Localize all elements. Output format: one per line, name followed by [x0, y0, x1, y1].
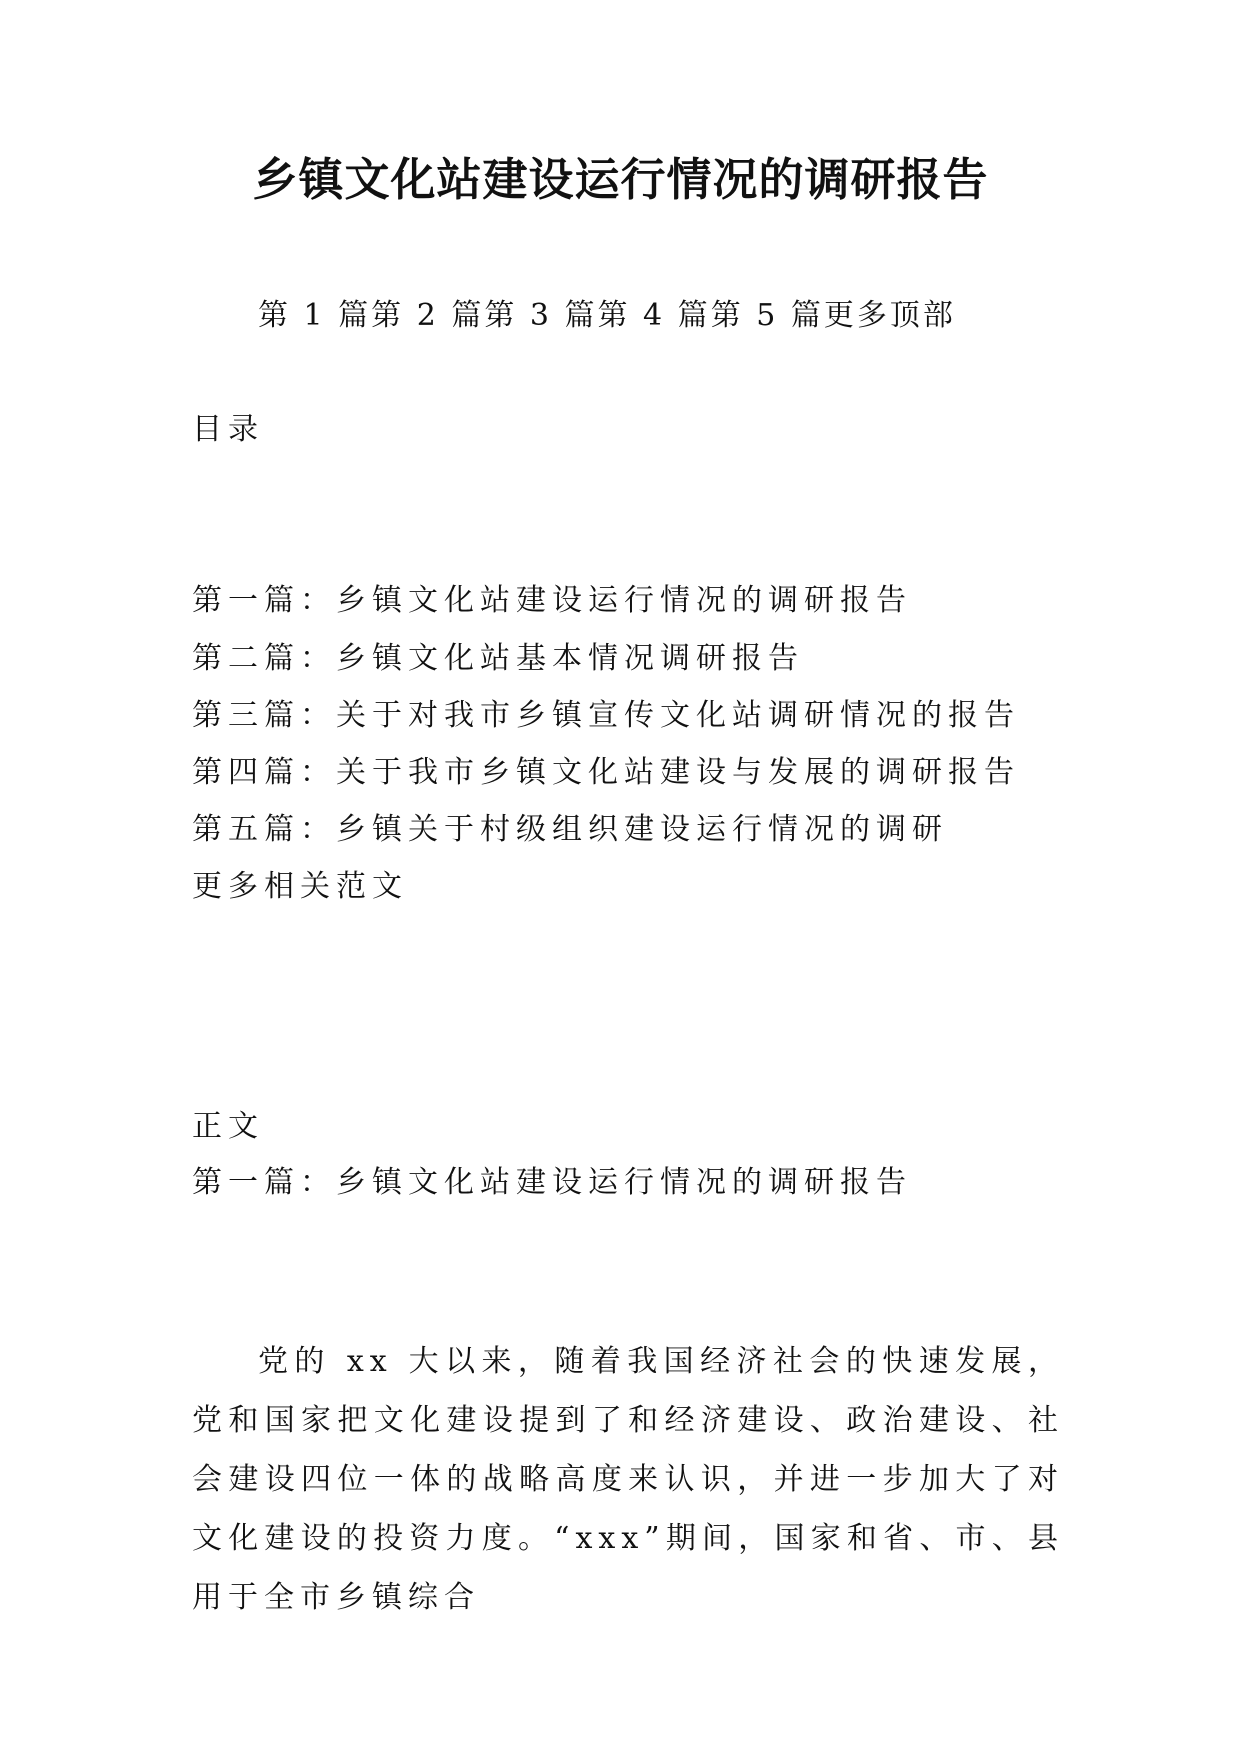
- toc-item-3[interactable]: 第三篇：关于对我市乡镇宣传文化站调研情况的报告: [192, 698, 1020, 733]
- nav-link-part-1[interactable]: 第 1 篇: [258, 298, 372, 333]
- toc-item-5[interactable]: 第五篇：乡镇关于村级组织建设运行情况的调研: [192, 812, 948, 847]
- body-paragraph: 党的 xx 大以来，随着我国经济社会的快速发展，党和国家把文化建设提到了和经济建设、政治建设、社会建设四位一体的战略高度来认识，并进一步加大了对文化建设的投资力度。“xxx”期间，国家和省、市、县用于全市乡镇综合: [192, 1344, 1064, 1615]
- toc-heading: 目录: [192, 412, 264, 447]
- more-related-link[interactable]: 更多相关范文: [192, 869, 408, 904]
- toc-item-1[interactable]: 第一篇：乡镇文化站建设运行情况的调研报告: [192, 583, 912, 618]
- section-title: 第一篇：乡镇文化站建设运行情况的调研报告: [192, 1165, 912, 1200]
- nav-link-more[interactable]: 更多: [823, 298, 890, 333]
- toc-item-4[interactable]: 第四篇：关于我市乡镇文化站建设与发展的调研报告: [192, 755, 1020, 790]
- nav-link-part-3[interactable]: 第 3 篇: [484, 298, 598, 333]
- toc-item-2[interactable]: 第二篇：乡镇文化站基本情况调研报告: [192, 641, 804, 676]
- nav-link-part-2[interactable]: 第 2 篇: [371, 298, 485, 333]
- nav-link-top[interactable]: 顶部: [889, 298, 956, 333]
- nav-link-part-5[interactable]: 第 5 篇: [710, 298, 824, 333]
- document-title: 乡镇文化站建设运行情况的调研报告: [252, 153, 989, 206]
- body-heading: 正文: [192, 1109, 264, 1144]
- nav-link-part-4[interactable]: 第 4 篇: [597, 298, 711, 333]
- part-navigation: [258, 296, 956, 336]
